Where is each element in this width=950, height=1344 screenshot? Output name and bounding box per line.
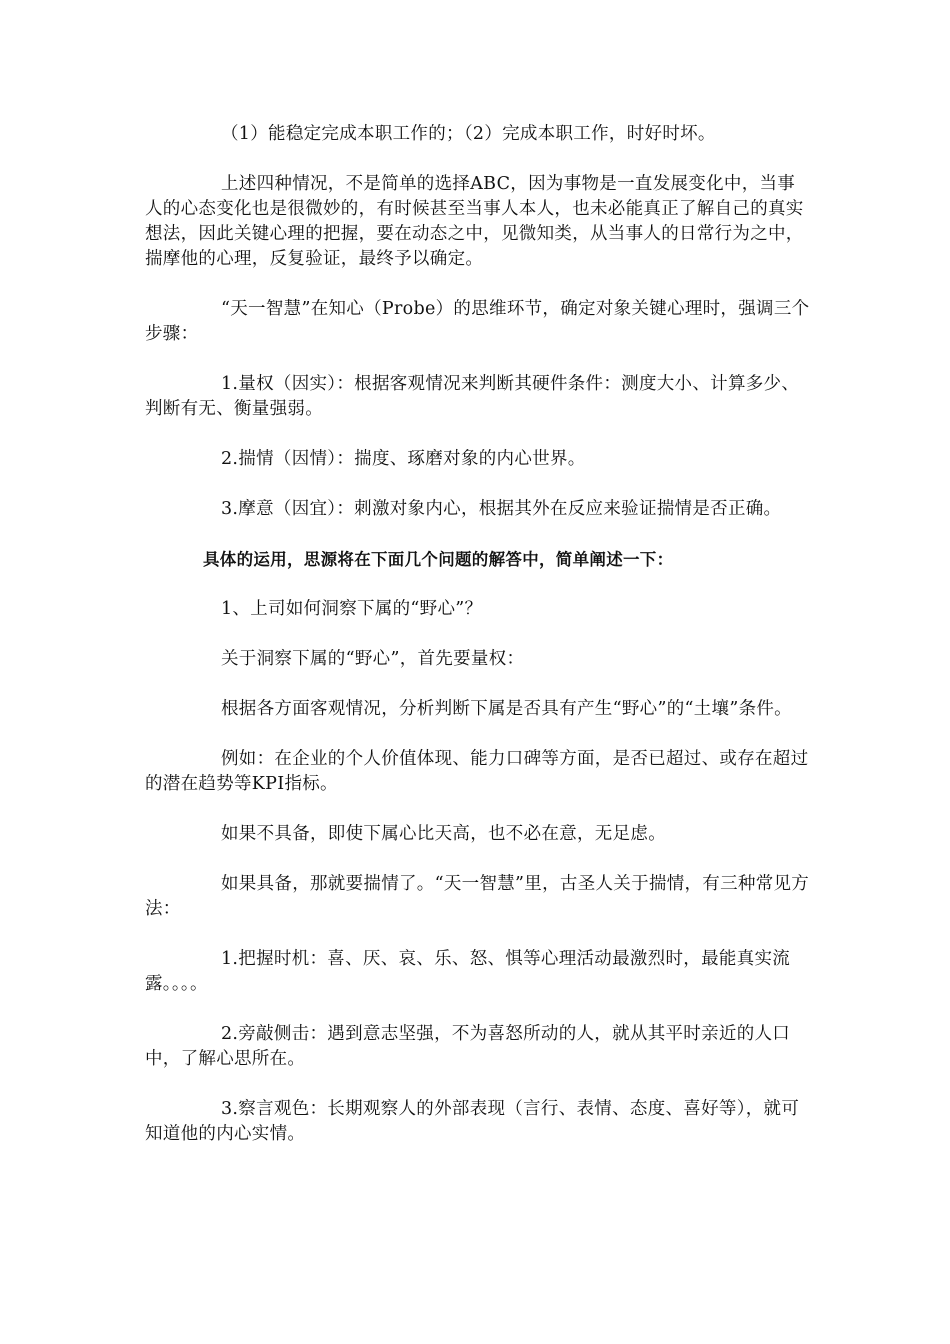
paragraph-step-1: 1.量权（因实）：根据客观情况来判断其硬件条件：测度大小、计算多少、判断有无、衡量强弱。 <box>145 374 800 419</box>
section-heading: 具体的运用，思源将在下面几个问题的解答中，简单阐述一下： <box>203 550 674 569</box>
method-2: 2.旁敲侧击：遇到意志坚强，不为喜怒所动的人，就从其平时亲近的人口中，了解心思所在。 <box>145 1024 791 1069</box>
paragraph-four-situations: 上述四种情况，不是简单的选择ABC，因为事物是一直发展变化中，当事人的心态变化也是很微妙的，有时候甚至当事人本人，也未必能真正了解自己的真实想法，因此关键心理的把握，要在动态之中，见微知类，从当事人的日常行为之中，揣摩他的心理，反复验证，最终予以确定。 <box>145 174 804 269</box>
paragraph-first-weigh: 关于洞察下属的“野心”，首先要量权： <box>221 649 525 669</box>
paragraph-if-not: 如果不具备，即使下属心比天高，也不必在意，无足虑。 <box>221 824 666 844</box>
paragraph-three-steps-intro: “天一智慧”在知心（Probe）的思维环节，确定对象关键心理时，强调三个步骤： <box>145 299 810 344</box>
paragraph-step-2: 2.揣情（因情）：揣度、琢磨对象的内心世界。 <box>221 449 586 469</box>
paragraph-if-yes: 如果具备，那就要揣情了。“天一智慧”里，古圣人关于揣情，有三种常见方法： <box>145 874 810 919</box>
question-1: 1、上司如何洞察下属的“野心”？ <box>221 599 483 619</box>
method-3: 3.察言观色：长期观察人的外部表现（言行、表情、态度、喜好等），就可知道他的内心实情。 <box>145 1099 800 1144</box>
paragraph-step-3: 3.摩意（因宜）：刺激对象内心，根据其外在反应来验证揣情是否正确。 <box>221 499 782 519</box>
paragraph-work-stability: （1）能稳定完成本职工作的；（2）完成本职工作，时好时坏。 <box>221 124 716 144</box>
paragraph-soil-condition: 根据各方面客观情况，分析判断下属是否具有产生“野心”的“土壤”条件。 <box>221 699 792 719</box>
document-page <box>145 122 810 1172</box>
paragraph-example-kpi: 例如：在企业的个人价值体现、能力口碑等方面，是否已超过、或存在超过的潜在趋势等KPI指标。 <box>145 749 809 794</box>
method-1: 1.把握时机：喜、厌、哀、乐、怒、惧等心理活动最激烈时，最能真实流露。。。。 <box>145 949 791 994</box>
